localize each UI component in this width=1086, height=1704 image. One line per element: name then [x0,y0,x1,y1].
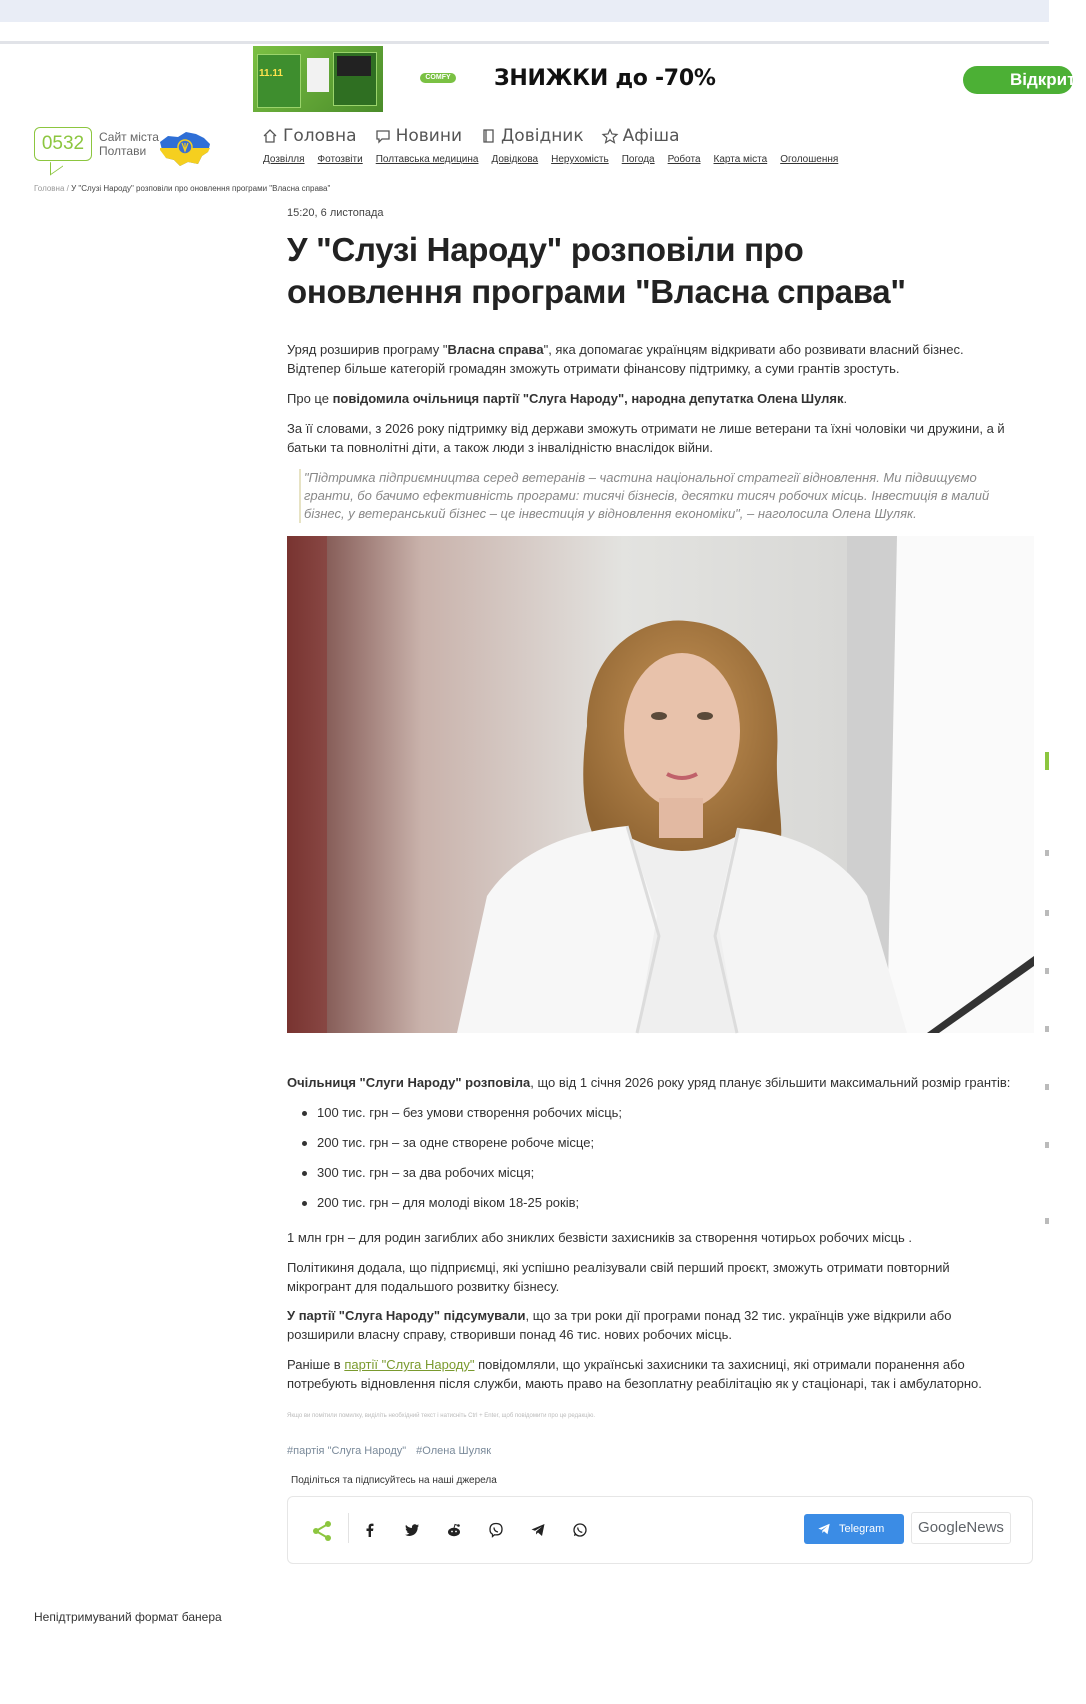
tag-link[interactable]: #партія "Слуга Народу" [287,1445,407,1457]
subnav-link[interactable]: Робота [667,154,701,165]
star-icon [602,128,618,144]
list-item: 300 тис. грн – за два робочих місця; [287,1164,622,1194]
nav-home[interactable] [262,126,357,146]
logo-caption-line1: Сайт міста [99,130,159,144]
paragraph-text: Раніше в [287,1357,345,1372]
breadcrumb-home[interactable]: Головна [34,184,65,193]
facebook-icon[interactable] [362,1522,378,1538]
list-item: 200 тис. грн – за одне створене робоче місце; [287,1134,622,1164]
subnav-link[interactable]: Карта міста [713,154,768,165]
article-paragraph [287,340,1017,378]
list-item: 200 тис. грн – для молоді віком 18-25 років; [287,1194,622,1224]
subnav-link[interactable]: Оголошення [780,154,839,165]
right-sidebar-edge [1045,1084,1049,1090]
paragraph-text: повідомляли, що українські захисники та захисниці, які отримали поранення або потребують відновлення після служби, мають право на безоплатну реабілітацію як у стаціонарі, так і амбулаторно. [287,1357,982,1391]
nav-events-label: Афіша [622,126,680,146]
article-paragraph: Політикиня додала, що підприємці, які успішно реалізували свій перший проєкт, зможуть отримати повторний мікрогрант для подальшого розвитку бізнесу. [287,1260,950,1294]
google-news-button[interactable] [911,1512,1011,1544]
error-report-note: Якщо ви помітили помилку, виділіть необхідний текст і натисніть Ctrl + Enter, щоб повідомити про це редакцію. [287,1413,596,1419]
right-sidebar-edge [1045,850,1049,856]
logo-caption [99,130,159,158]
nav-news-label: Новини [395,126,463,146]
article-paragraph [287,1306,1017,1344]
nav-home-label: Головна [283,126,357,146]
right-sidebar-edge [1045,752,1049,770]
book-icon [480,128,496,144]
subnav-link[interactable]: Нерухомість [551,154,609,165]
paragraph-text: ", яка допомагає українцям відкривати або розвивати власний бізнес. Відтепер більше категорій громадян зможуть отримати фінансову підтримку, а суми грантів зростуть. [287,342,964,376]
telegram-subscribe-button[interactable] [804,1514,904,1544]
ad-image-appliance [307,58,329,92]
article-tags [287,1445,491,1457]
right-sidebar-edge [1045,1218,1049,1224]
telegram-icon [817,1522,831,1536]
grant-list [287,1104,622,1224]
article-photo[interactable] [287,536,1034,1033]
paragraph-bold: Власна справа [447,342,544,357]
header-divider [0,41,1049,44]
share-panel [287,1496,1033,1564]
article-paragraph: За її словами, з 2026 року підтримку від держави зможуть отримати не лише ветерани та їхні чоловіки чи дружини, а й батьки та повнолітні діти, а також люди з інвалідністю внаслідок війни. [287,421,1005,455]
paragraph-text: , що від 1 січня 2026 року уряд планує збільшити максимальний розмір грантів: [530,1075,1011,1090]
ad-image-panel [257,54,301,108]
twitter-icon[interactable] [404,1522,420,1538]
paragraph-bold: повідомила очільниця партії "Слуга Народу", народна депутатка Олена Шуляк [332,391,844,406]
nav-directory[interactable] [480,126,584,146]
breadcrumb-separator: / [66,184,69,193]
breadcrumb-current: У "Слузі Народу" розповіли про оновлення програми "Власна справа" [71,184,331,193]
ad-banner-image[interactable] [253,46,383,112]
paragraph-text: , що за три роки дії програми понад 32 тис. українців уже відкрили або розширили власну справу, створивши понад 46 тис. нових робочих місць. [287,1308,952,1342]
telegram-icon[interactable] [530,1522,546,1538]
article-paragraph [287,1355,1017,1393]
home-icon [262,128,278,144]
nav-news[interactable] [375,126,462,146]
nav-directory-label: Довідник [501,126,584,146]
logo-caption-line2: Полтави [99,144,147,158]
main-navigation [262,126,680,146]
subnav-link[interactable]: Погода [621,154,655,165]
paragraph-bold: У партії "Слуга Народу" підсумували [287,1308,526,1323]
right-sidebar-edge [1045,968,1049,974]
subnav-link[interactable]: Фотозвіти [317,154,363,165]
ad-brand-logo: COMFY [420,73,456,83]
ad-image-badge: 11.11 [259,68,283,79]
site-logo[interactable]: 0532 [34,127,92,161]
paragraph-text: Уряд розширив програму " [287,342,448,357]
breadcrumb [34,184,330,193]
paragraph-text: . [843,391,848,406]
chat-icon [375,128,391,144]
right-sidebar-edge [1045,910,1049,916]
article-paragraph [287,1073,1017,1092]
unsupported-banner-note: Непідтримуваний формат банера [34,1610,222,1624]
article-paragraph [287,389,1017,408]
ad-image-tv [337,56,371,76]
reddit-icon[interactable] [446,1522,462,1538]
whatsapp-icon[interactable] [572,1522,588,1538]
ad-title[interactable]: ЗНИЖКИ до -70% [494,66,716,91]
telegram-button-label: Telegram [839,1523,885,1535]
google-news-label: GoogleNews [918,1519,1004,1536]
party-link[interactable]: партії "Слуга Народу" [344,1357,475,1372]
sub-navigation [263,154,838,165]
subnav-link[interactable]: Дозвілля [263,154,305,165]
list-item: 100 тис. грн – без умови створення робочих місць; [287,1104,622,1134]
paragraph-bold: Очільниця "Слуги Народу" розповіла [287,1075,531,1090]
share-label: Поділіться та підписуйтесь на наші джерела [291,1475,497,1486]
tag-link[interactable]: #Олена Шуляк [416,1445,492,1457]
subnav-link[interactable]: Довідкова [491,154,539,165]
viber-icon[interactable] [488,1522,504,1538]
article-title: У "Слузі Народу" розповіли про оновлення програми "Власна справа" [287,231,906,310]
article-paragraph: 1 млн грн – для родин загиблих або зниклих безвісти захисників за створення чотирьох робочих місць . [287,1230,913,1245]
nav-events[interactable] [602,126,680,146]
right-sidebar-edge [1045,1142,1049,1148]
paragraph-text: Про це [287,391,333,406]
article-quote: "Підтримка підприємництва серед ветеранів – частина національної стратегії відновлення. Ми підвищуємо гранти, бо бачимо ефективність програми: тисячі бізнесів, десятки тисяч робочих місць. Інвестиція в малий бізнес, у ветеранський бізнес – це інвестиція у відновлення економіки", – наголосила Олена Шуляк. [299,469,1014,523]
article-date: 15:20, 6 листопада [287,207,384,219]
ad-open-button[interactable]: Відкрити [963,66,1073,94]
share-divider [348,1513,349,1543]
subnav-link[interactable]: Полтавська медицина [375,154,479,165]
share-icon[interactable] [310,1519,334,1543]
ukraine-map-icon [158,128,212,168]
browser-top-bar [0,0,1049,22]
right-sidebar-edge [1045,1026,1049,1032]
